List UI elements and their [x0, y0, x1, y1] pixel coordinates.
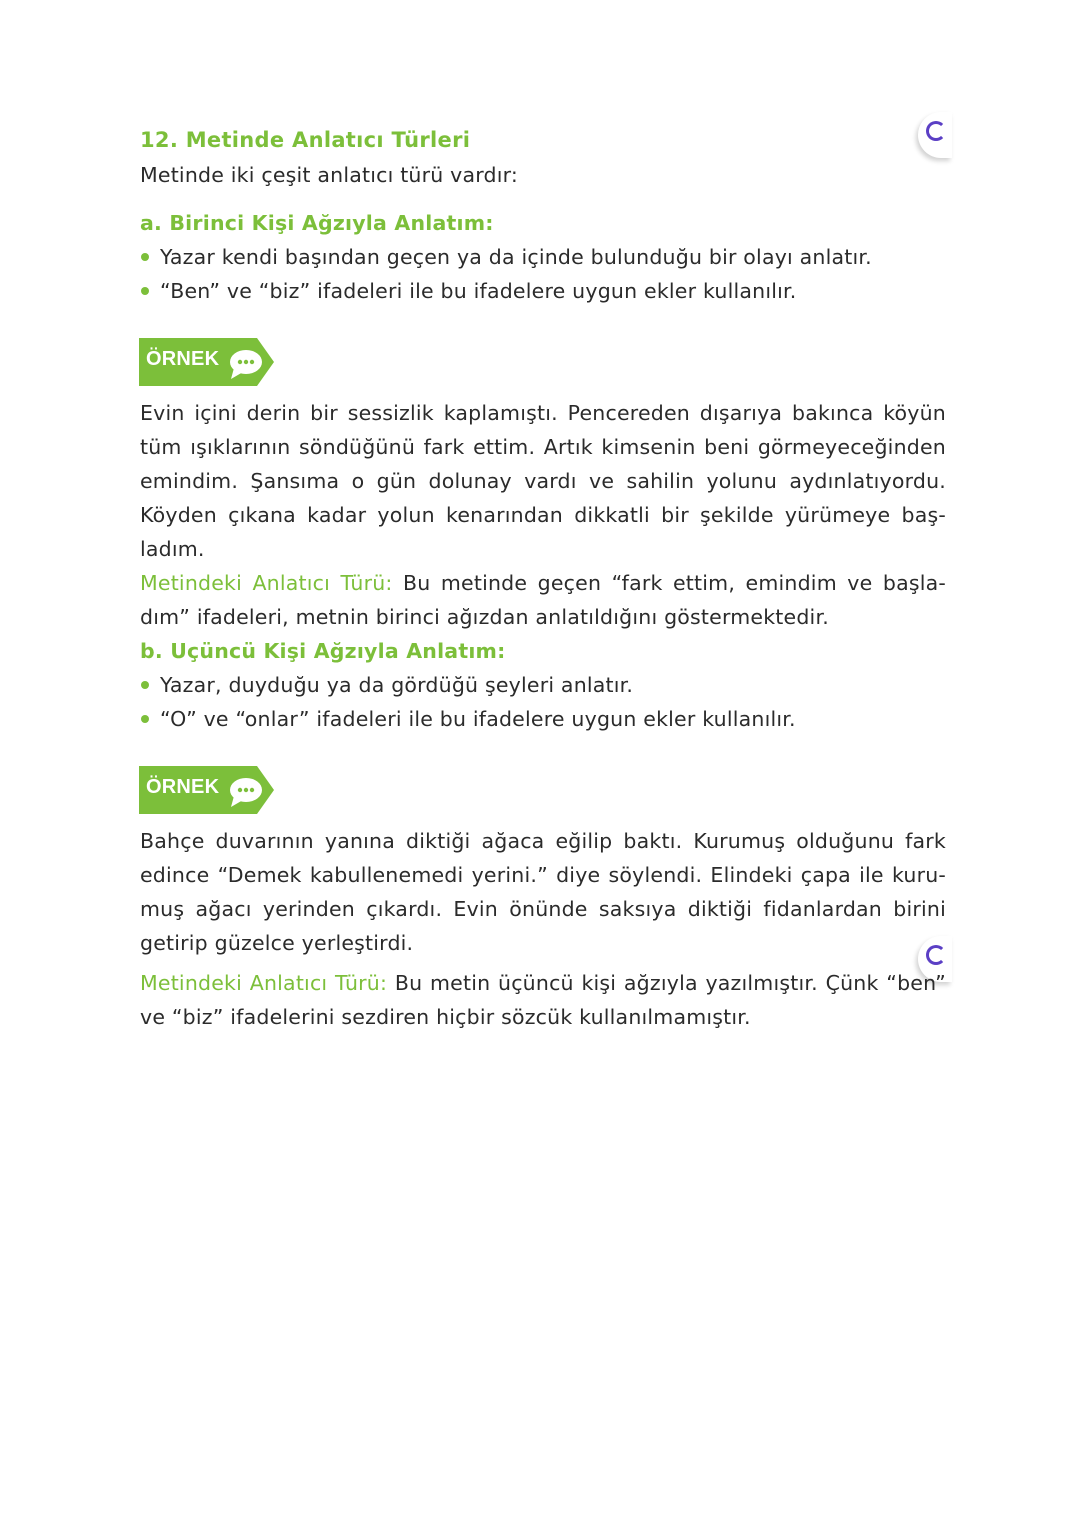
example-badge — [140, 766, 946, 816]
bullet-dot-icon — [141, 681, 149, 689]
section-title: 12. Metinde Anlatıcı Türleri — [140, 128, 471, 152]
list-item — [140, 668, 946, 702]
first-person-narrator-note — [140, 566, 946, 634]
example-label: ÖRNEK — [146, 348, 220, 370]
bullet-text: Yazar kendi başından geçen ya da içinde bulunduğu bir olayı anlatır. — [160, 245, 872, 269]
bullet-dot-icon — [141, 715, 149, 723]
section-intro: Metinde iki çeşit anlatıcı türü vardır: — [140, 163, 519, 187]
list-item — [140, 702, 946, 736]
narrator-text: Bu metin üçüncü kişi ağzıyla yazılmıştır. Çünk “ben” ve “biz” ifadelerini sezdiren hiçbir sözcük kullanılmamıştır. — [140, 971, 947, 1029]
third-person-narrator-note — [140, 966, 946, 1034]
narrator-label: Metindeki Anlatıcı Türü: — [140, 971, 388, 995]
third-person-heading: b. Uçüncü Kişi Ağzıyla Anlatım: — [140, 639, 506, 663]
example-badge — [140, 338, 946, 388]
content-column — [140, 122, 946, 1034]
first-person-example-text: Evin içini derin bir sessizlik kaplamıştı. Pencereden dışarıya bakınca köyün tüm ışıklarının söndüğünü fark ettim. Artık kimsenin beni görmeyeceğinden emindim. Şansıma o gün dolunay vardı ve sahilin yolunu aydınlatıyordu. Köyden çıkana kadar yolun kenarından dikkatli bir şekilde yürümeye baş-ladım. — [140, 401, 946, 561]
list-item — [140, 274, 946, 308]
third-person-example-text: Bahçe duvarının yanına diktiği ağaca eğilip baktı. Kurumuş olduğunu fark edince “Demek kabullenemedi yerini.” diye söylendi. Elindeki çapa ile kuru-muş ağacı yerinden çıkardı. Evin önünde saksıya diktiği fidanlardan birini getirip güzelce yerleştirdi. — [140, 829, 946, 955]
bullet-text: Yazar, duyduğu ya da gördüğü şeyleri anlatır. — [160, 673, 634, 697]
narrator-label: Metindeki Anlatıcı Türü: — [140, 571, 393, 595]
bullet-text: “Ben” ve “biz” ifadeleri ile bu ifadelere uygun ekler kullanılır. — [160, 279, 797, 303]
narrator-text: Bu metinde geçen “fark ettim, emindim ve başla-dım” ifadeleri, metnin birinci ağızdan anlatıldığını göstermektedir. — [140, 571, 946, 629]
bullet-text: “O” ve “onlar” ifadeleri ile bu ifadelere uygun ekler kullanılır. — [160, 707, 796, 731]
bullet-dot-icon — [141, 287, 149, 295]
bullet-dot-icon — [141, 253, 149, 261]
third-person-bullets — [140, 668, 946, 736]
example-label: ÖRNEK — [146, 776, 220, 798]
list-item — [140, 240, 946, 274]
first-person-heading: a. Birinci Kişi Ağzıyla Anlatım: — [140, 211, 494, 235]
first-person-bullets — [140, 240, 946, 308]
